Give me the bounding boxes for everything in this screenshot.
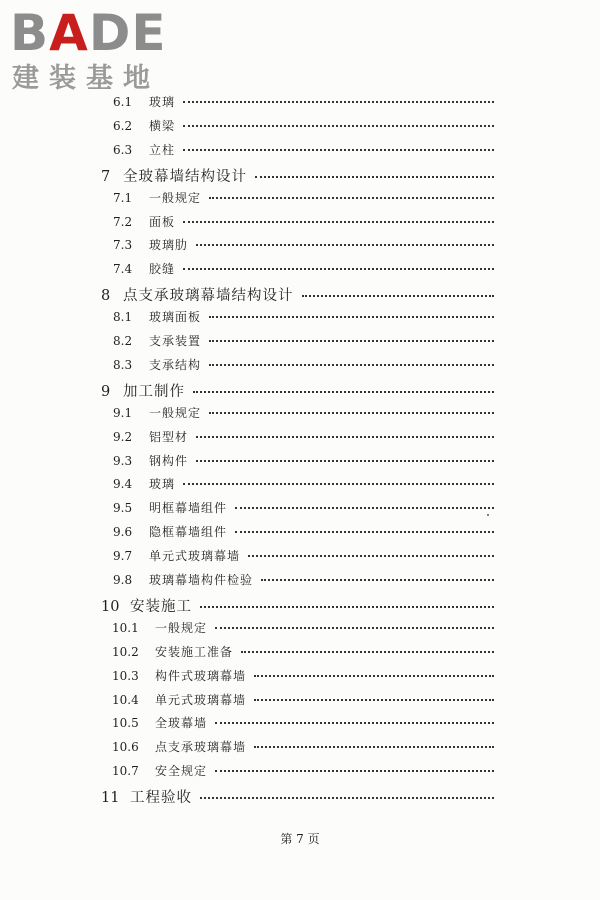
toc-number: 11 (101, 790, 120, 807)
toc-section-row[interactable] (113, 452, 494, 469)
toc-section-row[interactable] (113, 547, 494, 564)
toc-title: 明框幕墙组件 (149, 501, 228, 516)
toc-section-row[interactable] (113, 356, 494, 373)
toc-number: 9.5 (113, 501, 133, 516)
toc-section-row[interactable] (113, 236, 494, 253)
toc-title: 隐框幕墙组件 (149, 525, 228, 540)
toc-leader-dots (183, 482, 494, 485)
toc-title: 工程验收 (130, 790, 192, 807)
toc-title: 玻璃 (149, 95, 176, 109)
page-number: 第 7 页 (280, 832, 320, 846)
logo-letter-accent: A (49, 4, 89, 62)
toc-number: 9.1 (113, 405, 133, 420)
toc-title: 单元式玻璃幕墙 (149, 549, 241, 564)
toc-leader-dots (183, 220, 494, 223)
toc-leader-dots (261, 578, 494, 581)
toc-section-row[interactable] (113, 523, 494, 540)
toc-number: 7.1 (113, 190, 133, 205)
toc-title: 钢构件 (149, 453, 189, 468)
toc-leader-dots (196, 459, 494, 462)
toc-section-row[interactable] (112, 619, 494, 636)
toc-title: 一般规定 (149, 190, 202, 205)
toc-number: 10.7 (112, 764, 139, 779)
toc-section-row[interactable] (113, 213, 494, 230)
toc-leader-dots (209, 363, 494, 366)
toc-title: 铝型材 (149, 429, 189, 444)
toc-title: 胶缝 (149, 262, 176, 277)
toc-leader-dots (183, 148, 494, 151)
toc-section-row[interactable] (112, 738, 494, 755)
toc-number: 6.3 (113, 142, 133, 157)
toc-leader-dots (255, 175, 494, 178)
toc-number: 7.3 (113, 238, 133, 253)
toc-section-row[interactable] (112, 714, 494, 731)
toc-leader-dots (215, 721, 494, 724)
toc-number: 10 (101, 598, 120, 615)
toc-title: 安全规定 (155, 764, 208, 779)
toc-number: 9.4 (113, 477, 133, 492)
toc-section-row[interactable] (113, 332, 494, 349)
toc-number: 10.3 (112, 668, 139, 683)
toc-leader-dots (235, 530, 494, 533)
toc-leader-dots (183, 124, 494, 127)
toc-section-row[interactable] (113, 189, 494, 206)
toc-number: 7.4 (113, 262, 133, 277)
toc-section-row[interactable] (112, 762, 494, 779)
toc-section-row[interactable] (113, 571, 494, 588)
toc-leader-dots (254, 674, 494, 677)
toc-title: 安装施工准备 (155, 644, 234, 659)
toc-section-row[interactable] (113, 93, 494, 110)
toc-chapter-row[interactable] (101, 284, 494, 305)
bade-logo (10, 6, 180, 96)
toc-number: 8 (101, 288, 111, 305)
toc-title: 面板 (149, 214, 176, 229)
toc-title: 一般规定 (155, 620, 208, 635)
toc-section-row[interactable] (113, 475, 494, 492)
toc-number: 7 (101, 168, 111, 185)
toc-section-row[interactable] (113, 428, 494, 445)
toc-section-row[interactable] (113, 308, 494, 325)
toc-number: 8.2 (113, 334, 133, 348)
toc-leader-dots (209, 315, 494, 318)
logo-subtitle: 建装基地 (12, 63, 160, 94)
toc-leader-dots (254, 698, 494, 701)
toc-section-row[interactable] (112, 667, 494, 684)
toc-title: 立柱 (149, 142, 176, 157)
toc-title: 全玻幕墙结构设计 (123, 168, 247, 185)
toc-leader-dots (200, 796, 494, 799)
toc-leader-dots (215, 769, 494, 772)
toc-section-row[interactable] (113, 141, 494, 158)
toc-chapter-row[interactable] (101, 595, 494, 616)
toc-title: 加工制作 (123, 383, 185, 400)
toc-number: 9.6 (113, 525, 133, 540)
toc-number: 10.6 (112, 740, 139, 755)
toc-title: 全玻幕墙 (155, 716, 208, 731)
toc-number: 10.4 (112, 692, 139, 707)
logo-letter: B (10, 4, 50, 62)
toc-chapter-row[interactable] (101, 380, 494, 401)
toc-leader-dots (241, 650, 494, 653)
toc-title: 横梁 (149, 118, 176, 133)
toc-number: 8.1 (113, 310, 133, 325)
toc-leader-dots (193, 390, 494, 393)
toc-section-row[interactable] (113, 260, 494, 277)
logo-wordmark (10, 6, 167, 60)
toc-number: 10.1 (112, 620, 139, 635)
toc-chapter-row[interactable] (101, 165, 494, 186)
toc-title: 玻璃肋 (149, 238, 189, 253)
toc-number: 8.3 (113, 357, 133, 372)
toc-title: 单元式玻璃幕墙 (155, 692, 247, 707)
toc-number: 10.2 (112, 644, 139, 659)
toc-leader-dots (215, 626, 494, 629)
toc-section-row[interactable] (113, 499, 494, 516)
toc-leader-dots (254, 745, 494, 748)
toc-leader-dots (209, 411, 494, 414)
toc-leader-dots (183, 100, 494, 103)
scan-speck (487, 514, 489, 516)
toc-leader-dots (183, 267, 494, 270)
toc-number: 10.5 (112, 716, 139, 731)
toc-chapter-row[interactable] (101, 786, 494, 807)
toc-number: 6.1 (113, 95, 133, 109)
logo-letters: DE (88, 4, 167, 62)
toc-number: 7.2 (113, 214, 133, 229)
toc-number: 9 (101, 383, 111, 400)
toc-leader-dots (200, 605, 494, 608)
toc-number: 9.3 (113, 453, 133, 468)
toc-title: 点支承玻璃幕墙 (155, 740, 247, 755)
toc-title: 玻璃幕墙构件检验 (149, 573, 254, 587)
toc-section-row[interactable] (112, 691, 494, 708)
toc-number: 9.7 (113, 549, 133, 564)
toc-leader-dots (196, 435, 494, 438)
toc-section-row[interactable] (113, 404, 494, 421)
toc-leader-dots (235, 506, 494, 509)
toc-number: 9.2 (113, 429, 133, 444)
toc-title: 支承装置 (149, 334, 202, 348)
toc-section-row[interactable] (112, 643, 494, 660)
toc-number: 6.2 (113, 118, 133, 133)
toc-title: 点支承玻璃幕墙结构设计 (123, 288, 294, 305)
toc-leader-dots (209, 339, 494, 342)
toc-title: 玻璃面板 (149, 310, 202, 325)
toc-title: 支承结构 (149, 357, 202, 372)
toc-title: 玻璃 (149, 477, 176, 492)
toc-leader-dots (248, 554, 494, 557)
toc-leader-dots (209, 196, 494, 199)
toc-leader-dots (302, 294, 495, 297)
toc-section-row[interactable] (113, 117, 494, 134)
toc-title: 安装施工 (130, 598, 192, 615)
toc-title: 一般规定 (149, 405, 202, 420)
toc-leader-dots (196, 243, 494, 246)
toc-title: 构件式玻璃幕墙 (155, 668, 247, 683)
toc-number: 9.8 (113, 573, 133, 587)
